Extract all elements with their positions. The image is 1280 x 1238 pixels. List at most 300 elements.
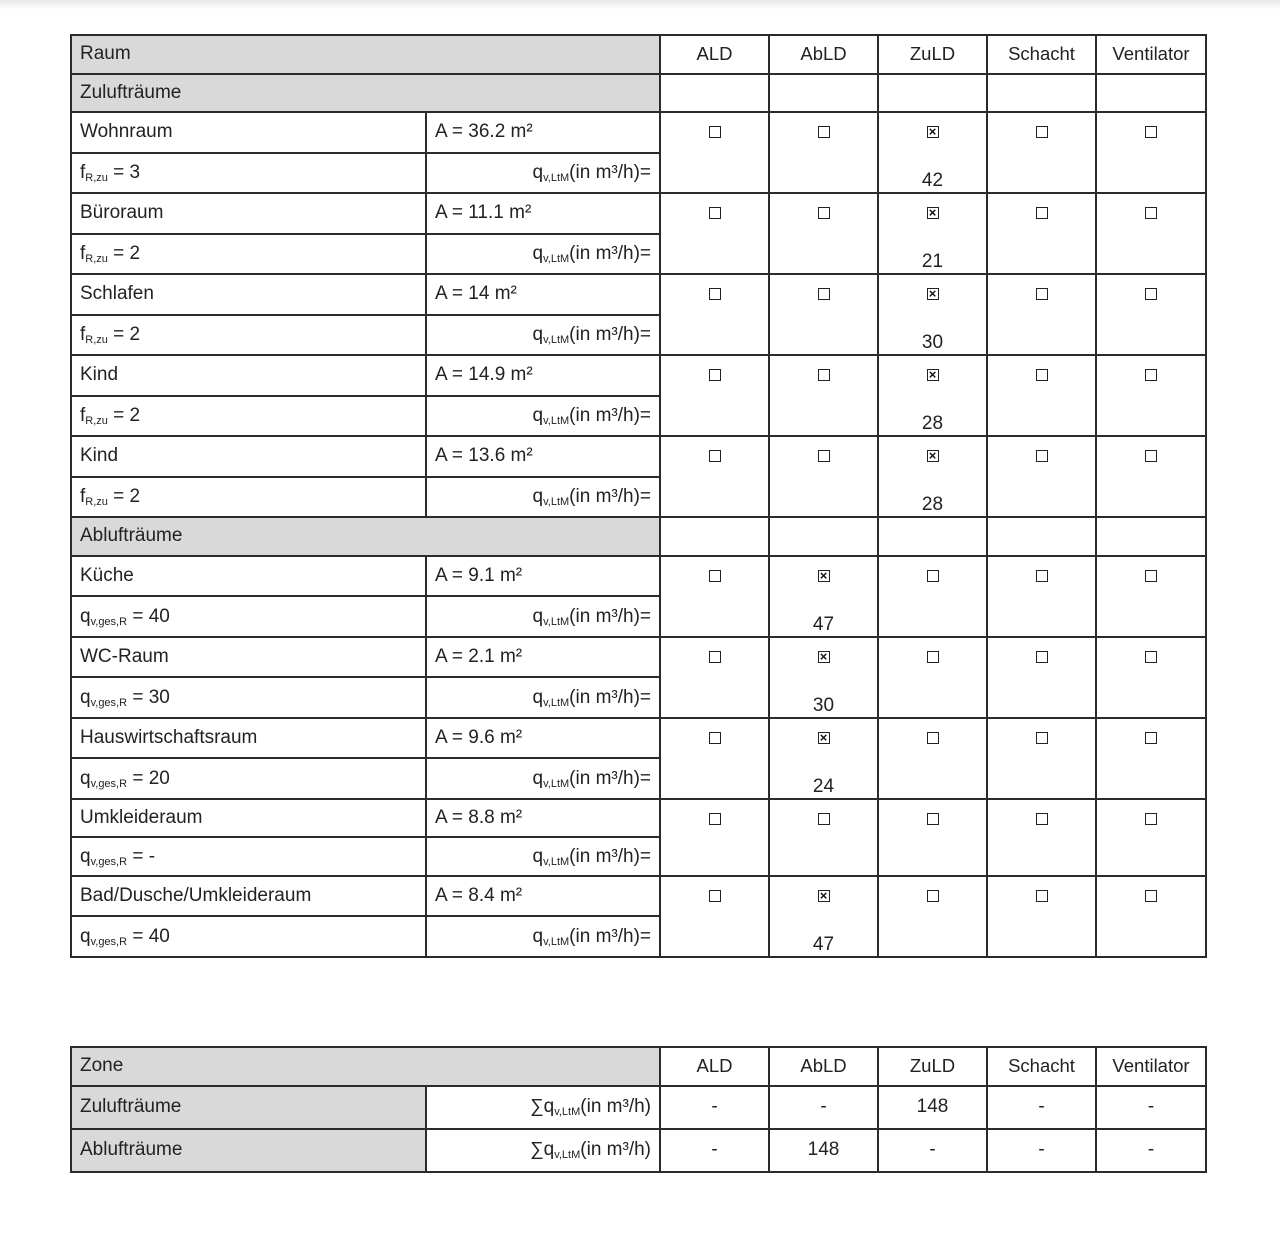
checkbox-icon[interactable] (1145, 126, 1157, 138)
checked-checkbox-icon[interactable] (927, 369, 939, 381)
cell-schacht (987, 718, 1096, 799)
column-header-text: Schacht (1008, 43, 1075, 65)
checkbox-icon[interactable] (1036, 126, 1048, 138)
cell-ald (660, 355, 769, 436)
zone-header-row (71, 1047, 1206, 1086)
section-empty-cell (987, 74, 1096, 113)
factor-subscript: v,ges,R (90, 777, 128, 790)
room-area (426, 556, 660, 597)
cell-ventilator (1096, 556, 1206, 637)
factor-symbol: q (80, 767, 91, 789)
sum-symbol: ∑q (530, 1096, 555, 1118)
flow-value: 30 (921, 332, 944, 354)
column-header-text: ALD (696, 1055, 733, 1077)
section-empty-cell (878, 74, 987, 113)
flow-label-text: (in m³/h)= (569, 845, 651, 867)
room-area (426, 112, 660, 153)
cell-abld (769, 637, 878, 718)
room-ventilation-table (70, 34, 1207, 958)
checkbox-icon[interactable] (709, 732, 721, 744)
cell-zuld (878, 799, 987, 876)
checkbox-icon[interactable] (927, 813, 939, 825)
checked-checkbox-icon[interactable] (818, 570, 830, 582)
room-name (71, 799, 426, 838)
cell-schacht (987, 799, 1096, 876)
section-empty-cell (769, 74, 878, 113)
factor-subscript: R,zu (85, 171, 108, 184)
checked-checkbox-icon[interactable] (818, 732, 830, 744)
flow-subscript: v,LtM (543, 333, 570, 346)
cell-schacht (987, 876, 1096, 957)
factor-subscript: v,ges,R (90, 935, 128, 948)
factor-symbol: f (80, 323, 86, 345)
cell-ventilator (1096, 274, 1206, 355)
section-empty-cell (987, 517, 1096, 556)
zone-value-schacht (987, 1086, 1096, 1129)
checkbox-icon[interactable] (1036, 450, 1048, 462)
checkbox-icon[interactable] (1145, 570, 1157, 582)
zone-value-ventilator (1096, 1086, 1206, 1129)
section-empty-cell (1096, 517, 1206, 556)
factor-symbol: f (80, 242, 86, 264)
cell-ald (660, 876, 769, 957)
cell-schacht (987, 112, 1096, 193)
room-factor (71, 596, 426, 637)
column-header-text: Schacht (1008, 1055, 1075, 1077)
section-empty-cell (878, 517, 987, 556)
cell-zuld (878, 556, 987, 637)
cell-ventilator (1096, 112, 1206, 193)
factor-value: = 2 (107, 485, 141, 507)
cell-abld (769, 799, 878, 876)
factor-subscript: v,ges,R (90, 696, 128, 709)
room-area-text: A = 14.9 m² (435, 364, 533, 386)
factor-symbol: f (80, 485, 86, 507)
flow-subscript: v,LtM (543, 935, 570, 948)
checkbox-icon[interactable] (1145, 450, 1157, 462)
column-header-ventilator (1096, 35, 1206, 74)
room-area-text: A = 36.2 m² (435, 121, 533, 143)
room-name (71, 112, 426, 153)
cell-ventilator (1096, 436, 1206, 517)
flow-label-text: (in m³/h)= (569, 485, 651, 507)
room-row (71, 556, 1206, 597)
flow-value: 30 (812, 694, 835, 716)
cell-schacht (987, 193, 1096, 274)
factor-value: = 3 (107, 161, 141, 183)
checkbox-icon[interactable] (1145, 813, 1157, 825)
flow-symbol: q (532, 161, 544, 183)
cell-zuld (878, 112, 987, 193)
checkbox-icon[interactable] (1036, 570, 1048, 582)
flow-symbol: q (532, 767, 544, 789)
cell-ald (660, 799, 769, 876)
zone-value-ald (660, 1086, 769, 1129)
zone-value-text: - (1147, 1096, 1155, 1118)
flow-symbol: q (532, 242, 544, 264)
cell-ald (660, 274, 769, 355)
zone-value-ventilator (1096, 1129, 1206, 1172)
cell-ventilator (1096, 799, 1206, 876)
zone-value-abld (769, 1086, 878, 1129)
section-label (71, 74, 660, 113)
checkbox-icon[interactable] (1145, 651, 1157, 663)
factor-value: = 2 (107, 323, 141, 345)
factor-subscript: v,ges,R (90, 855, 128, 868)
column-header-abld (769, 35, 878, 74)
column-header-schacht (987, 1047, 1096, 1086)
factor-subscript: R,zu (85, 495, 108, 508)
column-header-text: ZuLD (909, 1055, 956, 1077)
room-area (426, 637, 660, 678)
column-header-text: AbLD (800, 43, 847, 65)
room-name-text: Küche (80, 565, 134, 587)
room-area (426, 436, 660, 477)
cell-abld (769, 876, 878, 957)
room-row (71, 274, 1206, 315)
factor-value: = 2 (107, 242, 141, 264)
section-empty-cell (660, 74, 769, 113)
room-area (426, 193, 660, 234)
cell-abld (769, 556, 878, 637)
checked-checkbox-icon[interactable] (818, 890, 830, 902)
section-label (71, 517, 660, 556)
column-header-zuld (878, 35, 987, 74)
room-area-text: A = 9.1 m² (435, 565, 523, 587)
flow-label (426, 916, 660, 957)
factor-value: = 2 (107, 404, 141, 426)
room-factor (71, 677, 426, 718)
room-factor (71, 916, 426, 957)
checkbox-icon[interactable] (818, 813, 830, 825)
room-name (71, 637, 426, 678)
flow-subscript: v,LtM (543, 777, 570, 790)
flow-label (426, 396, 660, 437)
cell-schacht (987, 355, 1096, 436)
room-area (426, 274, 660, 315)
factor-subscript: R,zu (85, 252, 108, 265)
zone-value-text: - (820, 1096, 827, 1118)
room-area-text: A = 9.6 m² (435, 727, 523, 749)
room-row (71, 436, 1206, 477)
sum-subscript: v,LtM (554, 1106, 581, 1119)
flow-symbol: q (532, 323, 544, 345)
room-area (426, 355, 660, 396)
room-row (71, 876, 1206, 917)
factor-value: = 20 (127, 767, 170, 789)
room-name (71, 436, 426, 477)
flow-value: 21 (921, 251, 944, 273)
flow-symbol: q (532, 925, 544, 947)
section-empty-cell (1096, 74, 1206, 113)
checkbox-icon[interactable] (709, 126, 721, 138)
room-factor (71, 837, 426, 876)
checkbox-icon[interactable] (709, 450, 721, 462)
flow-symbol: q (532, 845, 544, 867)
exhaust-section-row (71, 517, 1206, 556)
zone-value-text: - (1038, 1139, 1045, 1161)
flow-label-text: (in m³/h)= (569, 925, 651, 947)
room-factor (71, 477, 426, 518)
column-header-text: Ventilator (1112, 43, 1190, 65)
checkbox-icon[interactable] (1145, 732, 1157, 744)
cell-zuld (878, 274, 987, 355)
zone-value-zuld (878, 1086, 987, 1129)
cell-ventilator (1096, 193, 1206, 274)
room-area-text: A = 14 m² (435, 283, 517, 305)
column-header-ald (660, 1047, 769, 1086)
checked-checkbox-icon[interactable] (818, 651, 830, 663)
factor-symbol: q (80, 845, 91, 867)
checkbox-icon[interactable] (818, 369, 830, 381)
zone-name-text: Ablufträume (80, 1139, 183, 1161)
room-name (71, 355, 426, 396)
checkbox-icon[interactable] (709, 207, 721, 219)
factor-symbol: q (80, 686, 91, 708)
room-area-text: A = 2.1 m² (435, 646, 523, 668)
factor-symbol: f (80, 161, 86, 183)
cell-zuld (878, 193, 987, 274)
zone-value-text: - (1147, 1139, 1155, 1161)
zone-sum-label (426, 1129, 660, 1172)
flow-symbol: q (532, 485, 544, 507)
checkbox-icon[interactable] (1145, 207, 1157, 219)
zone-sum-label (426, 1086, 660, 1129)
room-factor (71, 758, 426, 799)
checkbox-icon[interactable] (709, 890, 721, 902)
factor-value: = 40 (127, 925, 170, 947)
cell-schacht (987, 274, 1096, 355)
checkbox-icon[interactable] (927, 732, 939, 744)
factor-subscript: v,ges,R (90, 615, 128, 628)
column-header-text: ZuLD (909, 43, 956, 65)
room-area-text: A = 11.1 m² (435, 202, 532, 224)
checkbox-icon[interactable] (818, 207, 830, 219)
flow-label-text: (in m³/h)= (569, 605, 651, 627)
room-name-text: WC-Raum (80, 646, 169, 668)
zone-value-abld (769, 1129, 878, 1172)
header-label-text: Zone (80, 1055, 124, 1077)
column-header-ald (660, 35, 769, 74)
flow-symbol: q (532, 404, 544, 426)
room-name (71, 274, 426, 315)
page-top-shade (0, 0, 1280, 10)
factor-subscript: R,zu (85, 414, 108, 427)
checked-checkbox-icon[interactable] (927, 450, 939, 462)
room-name-text: Umkleideraum (80, 807, 203, 829)
flow-value: 42 (921, 170, 944, 192)
flow-subscript: v,LtM (543, 495, 570, 508)
flow-value: 28 (921, 413, 944, 435)
checkbox-icon[interactable] (818, 288, 830, 300)
room-name (71, 556, 426, 597)
room-name (71, 718, 426, 759)
cell-ald (660, 637, 769, 718)
cell-schacht (987, 556, 1096, 637)
checked-checkbox-icon[interactable] (927, 288, 939, 300)
cell-schacht (987, 637, 1096, 718)
supply-section-row (71, 74, 1206, 113)
checkbox-icon[interactable] (709, 651, 721, 663)
zone-value-text: - (711, 1096, 718, 1118)
cell-abld (769, 112, 878, 193)
factor-symbol: f (80, 404, 86, 426)
cell-ald (660, 112, 769, 193)
checkbox-icon[interactable] (1145, 288, 1157, 300)
zone-value-ald (660, 1129, 769, 1172)
factor-value: = 30 (127, 686, 170, 708)
checkbox-icon[interactable] (1036, 732, 1048, 744)
room-area-text: A = 13.6 m² (435, 445, 533, 467)
column-header-zuld (878, 1047, 987, 1086)
checked-checkbox-icon[interactable] (927, 207, 939, 219)
column-header-abld (769, 1047, 878, 1086)
cell-zuld (878, 637, 987, 718)
cell-ventilator (1096, 637, 1206, 718)
flow-label (426, 758, 660, 799)
room-row (71, 193, 1206, 234)
checkbox-icon[interactable] (1036, 651, 1048, 663)
factor-symbol: q (80, 925, 91, 947)
flow-label (426, 837, 660, 876)
checkbox-icon[interactable] (709, 813, 721, 825)
flow-label (426, 477, 660, 518)
checkbox-icon[interactable] (1145, 369, 1157, 381)
factor-subscript: R,zu (85, 333, 108, 346)
checkbox-icon[interactable] (709, 570, 721, 582)
room-name-text: Kind (80, 364, 119, 386)
header-label (71, 1047, 660, 1086)
column-header-schacht (987, 35, 1096, 74)
cell-ventilator (1096, 355, 1206, 436)
zone-value-text: - (711, 1139, 718, 1161)
cell-ald (660, 718, 769, 799)
room-factor (71, 153, 426, 194)
checkbox-icon[interactable] (709, 288, 721, 300)
cell-ald (660, 436, 769, 517)
flow-label (426, 153, 660, 194)
room-name-text: Wohnraum (80, 121, 173, 143)
flow-value: 47 (812, 933, 835, 955)
checkbox-icon[interactable] (927, 651, 939, 663)
room-factor (71, 315, 426, 356)
checkbox-icon[interactable] (927, 570, 939, 582)
checkbox-icon[interactable] (1145, 890, 1157, 902)
checkbox-icon[interactable] (1036, 369, 1048, 381)
cell-zuld (878, 355, 987, 436)
flow-symbol: q (532, 686, 544, 708)
room-name-text: Kind (80, 445, 119, 467)
flow-label (426, 596, 660, 637)
factor-value: = 40 (127, 605, 170, 627)
cell-ventilator (1096, 718, 1206, 799)
sum-symbol: ∑q (530, 1139, 555, 1161)
room-row (71, 637, 1206, 678)
column-header-ventilator (1096, 1047, 1206, 1086)
column-header-text: Ventilator (1112, 1055, 1190, 1077)
zone-value-zuld (878, 1129, 987, 1172)
room-name-text: Bad/Dusche/Umkleideraum (80, 885, 312, 907)
zone-row (71, 1129, 1206, 1172)
column-header-text: AbLD (800, 1055, 847, 1077)
zone-value-text: - (1038, 1096, 1045, 1118)
cell-zuld (878, 718, 987, 799)
zone-name (71, 1129, 426, 1172)
cell-abld (769, 718, 878, 799)
flow-label-text: (in m³/h)= (569, 242, 651, 264)
room-row (71, 112, 1206, 153)
cell-ald (660, 556, 769, 637)
zone-name (71, 1086, 426, 1129)
checkbox-icon[interactable] (709, 369, 721, 381)
header-label (71, 35, 660, 74)
section-empty-cell (769, 517, 878, 556)
column-header-text: ALD (696, 43, 733, 65)
flow-label (426, 677, 660, 718)
room-area-text: A = 8.4 m² (435, 885, 523, 907)
cell-abld (769, 355, 878, 436)
room-area (426, 718, 660, 759)
sum-subscript: v,LtM (554, 1149, 581, 1162)
zone-name-text: Zulufträume (80, 1096, 182, 1118)
zone-row (71, 1086, 1206, 1129)
room-name (71, 876, 426, 917)
main-header-row (71, 35, 1206, 74)
flow-label-text: (in m³/h)= (569, 686, 651, 708)
factor-value: = - (127, 845, 156, 867)
zone-value-text: - (929, 1139, 936, 1161)
checkbox-icon[interactable] (1036, 890, 1048, 902)
room-name (71, 193, 426, 234)
checkbox-icon[interactable] (1036, 813, 1048, 825)
flow-value: 28 (921, 494, 944, 516)
checkbox-icon[interactable] (1036, 207, 1048, 219)
sum-label-text: (in m³/h) (580, 1096, 651, 1118)
flow-subscript: v,LtM (543, 414, 570, 427)
zone-value-text: 148 (916, 1096, 949, 1118)
room-area-text: A = 8.8 m² (435, 807, 523, 829)
flow-subscript: v,LtM (543, 171, 570, 184)
room-area (426, 799, 660, 838)
cell-zuld (878, 436, 987, 517)
room-name-text: Büroraum (80, 202, 164, 224)
checkbox-icon[interactable] (927, 890, 939, 902)
factor-symbol: q (80, 605, 91, 627)
zone-summary-table (70, 1046, 1207, 1173)
flow-label (426, 234, 660, 275)
checkbox-icon[interactable] (1036, 288, 1048, 300)
cell-abld (769, 436, 878, 517)
room-name-text: Hauswirtschaftsraum (80, 727, 258, 749)
sum-label-text: (in m³/h) (580, 1139, 651, 1161)
room-factor (71, 396, 426, 437)
flow-subscript: v,LtM (543, 855, 570, 868)
cell-zuld (878, 876, 987, 957)
checked-checkbox-icon[interactable] (927, 126, 939, 138)
flow-value: 24 (812, 775, 835, 797)
checkbox-icon[interactable] (818, 126, 830, 138)
flow-label-text: (in m³/h)= (569, 161, 651, 183)
cell-ventilator (1096, 876, 1206, 957)
checkbox-icon[interactable] (818, 450, 830, 462)
header-label-text: Raum (80, 43, 131, 65)
cell-ald (660, 193, 769, 274)
cell-schacht (987, 436, 1096, 517)
section-label-text: Zulufträume (80, 81, 182, 103)
flow-label-text: (in m³/h)= (569, 404, 651, 426)
flow-value: 47 (812, 613, 835, 635)
flow-subscript: v,LtM (543, 696, 570, 709)
